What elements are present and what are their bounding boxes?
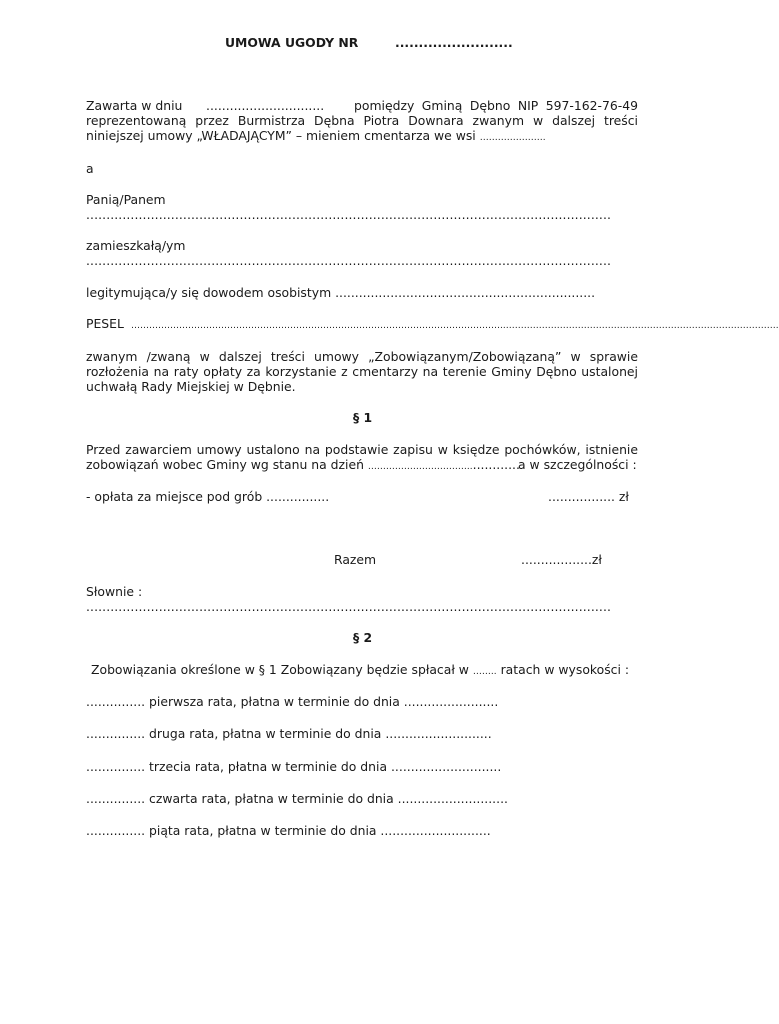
installment-1: ............... pierwsza rata, płatna w terminie do dnia ........................ (86, 694, 499, 709)
installment-5: ............... piąta rata, płatna w terminie do dnia ............................ (86, 823, 491, 838)
section-1-heading: § 1 (353, 410, 373, 425)
amount-in-words-placeholder: .................................................................................................................................. (86, 599, 612, 614)
section-2-heading: § 2 (353, 630, 373, 645)
installment-3: ............... trzecia rata, płatna w terminie do dnia ............................ (86, 759, 502, 774)
installments-count-placeholder: …….. (472, 667, 497, 677)
intro-line-3: niniejszej umowy „WŁADAJĄCYM” – mieniem cmentarza we wsi …………………. (86, 128, 546, 143)
agreement-number-placeholder: ......................... (395, 35, 513, 50)
residence-label: zamieszkałą/ym (86, 238, 186, 253)
obligated-party-line-2: rozłożenia na raty opłaty za korzystanie z cmentarzy na terenie Gminy Dębno ustalonej (86, 364, 638, 379)
installment-2: ............... druga rata, płatna w terminie do dnia ........................... (86, 726, 492, 741)
grave-fee-amount: ................. zł (548, 489, 629, 504)
intro-date-placeholder: .............................. (206, 98, 325, 113)
section-1-in-particular: a w szczególności : (518, 457, 637, 472)
grave-fee-label: - opłata za miejsce pod grób ................ (86, 489, 330, 504)
section-1-line-2: zobowiązań wobec Gminy wg stanu na dzień …………………………….............. (86, 457, 520, 472)
installment-4: ............... czwarta rata, płatna w terminie do dnia ............................ (86, 791, 508, 806)
village-placeholder: …………………. (479, 133, 546, 143)
id-document-line: legitymująca/y się dowodem osobistym .................................................................. (86, 285, 596, 300)
section-1-line-1: Przed zawarciem umowy ustalono na podstawie zapisu w księdze pochówków, istnienie (86, 442, 638, 457)
conjunction-a: a (86, 161, 94, 176)
pesel-placeholder: ……………………………………………………………………………………………………………..………………………………………………………………………………. (131, 321, 779, 331)
intro-line-2: reprezentowaną przez Burmistrza Dębna Piotra Downara zwanym w dalszej treści (86, 113, 638, 128)
intro-date-label: Zawarta w dniu (86, 98, 183, 113)
intro-between-text: pomiędzy Gminą Dębno NIP 597-162-76-49 (354, 98, 638, 113)
total-amount: ..................zł (521, 552, 602, 567)
obligated-party-line-3: uchwałą Rady Miejskiej w Dębnie. (86, 379, 296, 394)
section-2-intro: Zobowiązania określone w § 1 Zobowiązany będzie spłacał w …….. ratach w wysokości : (91, 662, 630, 677)
total-label: Razem (334, 552, 377, 567)
document-title: UMOWA UGODY NR (225, 35, 359, 50)
obligated-party-line-1: zwanym /zwaną w dalszej treści umowy „Zobowiązanym/Zobowiązaną” w sprawie (86, 349, 638, 364)
amount-in-words-label: Słownie : (86, 584, 143, 599)
party-name-placeholder: .................................................................................................................................. (86, 207, 612, 222)
status-date-placeholder: …………………………….. (367, 462, 473, 472)
residence-placeholder: .................................................................................................................................. (86, 253, 612, 268)
party-name-label: Panią/Panem (86, 192, 166, 207)
pesel-label: PESEL (86, 316, 124, 331)
